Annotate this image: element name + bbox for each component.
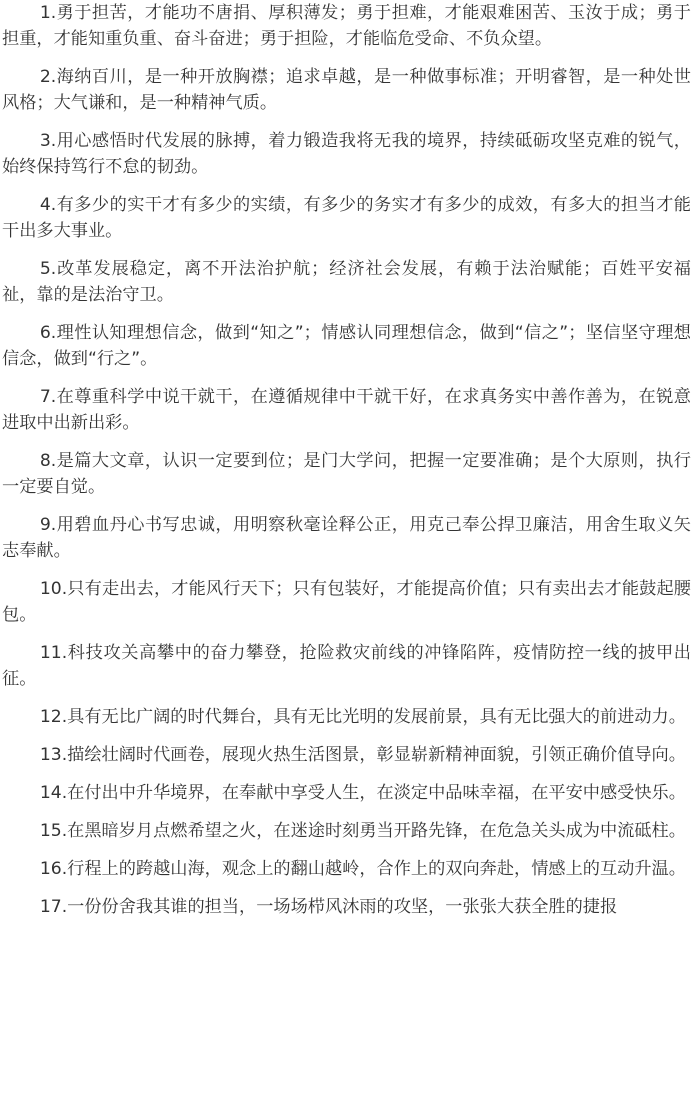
paragraph-6: 6.理性认知理想信念，做到“知之”；情感认同理想信念，做到“信之”；坚信坚守理想信念，做到“行之”。 (2, 323, 691, 369)
paragraph-3: 3.用心感悟时代发展的脉搏，着力锻造我将无我的境界，持续砥砺攻坚克难的锐气，始终保持笃行不怠的韧劲。 (2, 131, 691, 177)
paragraph-17: 17.一份份舍我其谁的担当，一场场栉风沐雨的攻坚，一张张大获全胜的捷报 (39, 897, 618, 917)
paragraph-4: 4.有多少的实干才有多少的实绩，有多少的务实才有多少的成效，有多大的担当才能干出多大事业。 (2, 195, 691, 241)
paragraph-8: 8.是篇大文章，认识一定要到位；是门大学问，把握一定要准确；是个大原则，执行一定要自觉。 (2, 451, 691, 497)
paragraph-5: 5.改革发展稳定，离不开法治护航；经济社会发展，有赖于法治赋能；百姓平安福祉，靠的是法治守卫。 (2, 259, 691, 305)
paragraph-14: 14.在付出中升华境界，在奉献中享受人生，在淡定中品味幸福，在平安中感受快乐。 (39, 783, 686, 803)
paragraph-2: 2.海纳百川，是一种开放胸襟；追求卓越，是一种做事标准；开明睿智，是一种处世风格；大气谦和，是一种精神气质。 (2, 67, 691, 113)
paragraph-1: 1.勇于担苦，才能功不唐捐、厚积薄发；勇于担难，才能艰难困苦、玉汝于成；勇于担重，才能知重负重、奋斗奋进；勇于担险，才能临危受命、不负众望。 (2, 3, 691, 49)
paragraph-13: 13.描绘壮阔时代画卷，展现火热生活图景，彰显崭新精神面貌，引领正确价值导向。 (39, 745, 686, 765)
paragraph-12: 12.具有无比广阔的时代舞台，具有无比光明的发展前景，具有无比强大的前进动力。 (39, 707, 686, 727)
paragraph-15: 15.在黑暗岁月点燃希望之火，在迷途时刻勇当开路先锋，在危急关头成为中流砥柱。 (39, 821, 686, 841)
paragraph-16: 16.行程上的跨越山海，观念上的翻山越岭，合作上的双向奔赴，情感上的互动升温。 (39, 859, 686, 879)
paragraph-11: 11.科技攻关高攀中的奋力攀登，抢险救灾前线的冲锋陷阵，疫情防控一线的披甲出征。 (2, 643, 691, 689)
paragraph-10: 10.只有走出去，才能风行天下；只有包装好，才能提高价值；只有卖出去才能鼓起腰包。 (2, 579, 691, 625)
document-body (2, 0, 691, 932)
paragraph-7: 7.在尊重科学中说干就干，在遵循规律中干就干好，在求真务实中善作善为，在锐意进取中出新出彩。 (2, 387, 691, 433)
paragraph-9: 9.用碧血丹心书写忠诚，用明察秋毫诠释公正，用克己奉公捍卫廉洁，用舍生取义矢志奉献。 (2, 515, 691, 561)
